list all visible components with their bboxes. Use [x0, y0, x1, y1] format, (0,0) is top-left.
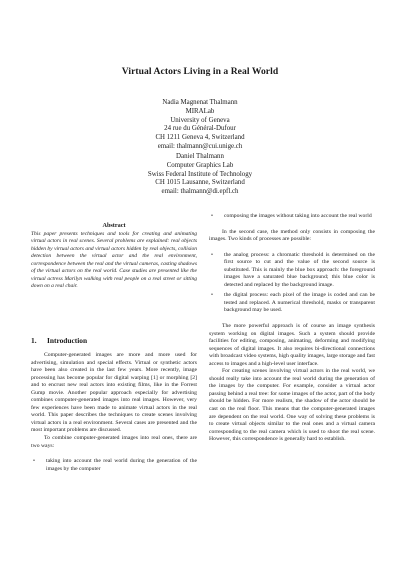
intro-column	[31, 352, 197, 473]
section-number: 1.	[31, 336, 37, 345]
right-bullet-list-processes	[209, 252, 375, 315]
author-block-2	[0, 153, 400, 197]
right-paragraph-3: For creating scenes involving virtual actors in the real world, we should really take into account the real world during the generation of the images by the computer. For example, consider a virtual actor passing behind a real tree: for some images of the actor, part of the body should be hidden. For more realism, the shadow of the actor should be cast on the real floor. This means that the computer-generated images are dependent on the real world. One way of solving these problems is to create virtual objects similar to the real ones and a virtual camera corresponding to the real camera which is used to shoot the real scene. However, this correspondence is generally hard to establish.	[209, 368, 375, 443]
right-bullet-item-analog	[209, 252, 375, 290]
author2-institute: Swiss Federal Institute of Technology	[147, 170, 253, 178]
author2-lab: Computer Graphics Lab	[166, 161, 234, 169]
author1-name: Nadia Magnenat Thalmann	[162, 99, 238, 106]
author2-city: CH 1015 Lausanne, Switzerland	[155, 179, 245, 187]
intro-bullet-list	[31, 458, 197, 473]
intro-bullet-text: taking into account the real world during the generation of the images by the computer	[46, 458, 197, 472]
intro-bullet-item	[31, 458, 197, 473]
section-heading-introduction	[31, 336, 87, 345]
intro-paragraph-1: Computer-generated images are more and more used for advertising, simulation and special effects. Virtual or synthetic actors have been also created in the last few years. More recently, image processing has become popular for digital warping [1] or morphing [2] and to encrust new real actors into existing films, like in the Forrest Gump movie. Another popular approach especially for advertising combines computer-generated images into real images. However, very few experiences have been made to animate virtual actors in the real world. This paper describes the techniques to create scenes involving virtual actors in a real environment. Several cases are presented and the most important problems are discussed.	[31, 352, 197, 434]
intro-paragraph-2: To combine computer-generated images into real ones, there are two ways:	[31, 435, 197, 449]
author1-university: University of Geneva	[170, 116, 230, 124]
right-bullet-list-top	[209, 213, 375, 221]
paper-title: Virtual Actors Living in a Real World	[121, 66, 279, 77]
right-bullet-text-analog: the analog process: a chromatic threshold is determined on the first source to cut and the value of the second source is substituted. This is mainly the blue box approach: the foreground images have a saturated blue background; this blue color is detected and replaced by the background image.	[224, 251, 375, 288]
author1-city: CH 1211 Geneva 4, Switzerland	[155, 134, 245, 142]
bullet-icon: •	[33, 458, 35, 465]
section-title: Introduction	[47, 336, 88, 345]
bullet-icon: •	[211, 213, 213, 219]
bullet-icon: •	[211, 251, 213, 258]
right-bullet-text-top: composing the images without taking into account the real world	[224, 213, 372, 219]
author1-email: email: thalmann@cui.unige.ch	[157, 142, 243, 150]
author1-street: 24 rue du Général-Dufour	[164, 125, 236, 133]
right-bullet-item-digital	[209, 292, 375, 315]
bullet-icon: •	[211, 292, 213, 299]
right-paragraph-2: The more powerful approach is of course an image synthesis system working on digital images. Such a system should provide facilities for editing, composing, animating, deforming and modifying sequences of digital images. It also requires bi-directional connections with broadcast video systems, high quality images, large storage and fast access to images and a high-level user interface.	[209, 323, 375, 367]
abstract-heading: Abstract	[102, 222, 126, 229]
abstract-text: This paper presents techniques and tools for creating and animating virtual actors in real scenes. Several problems are explained: real objects hidden by virtual actors and virtual actors hidden by real objects, collision detection between the virtual actor and the real environment, correspondence between the real and the virtual cameras, casting shadows of the virtual actors on the real world. Case studies are presented like the virtual actress Marilyn walking with real people on a real street or sitting down on a real chair.	[31, 231, 197, 290]
author2-email: email: thalmann@di.epfl.ch	[161, 188, 239, 196]
right-bullet-item-top	[209, 213, 375, 221]
author1-lab: MIRALab	[185, 107, 215, 115]
author2-name: Daniel Thalmann	[176, 153, 224, 160]
right-bullet-text-digital: the digital process: each pixel of the image is coded and can be tested and replaced. A numerical threshold, masks or transparent background may be used.	[224, 292, 375, 314]
right-column	[209, 213, 375, 444]
right-paragraph-1: In the second case, the method only consists in composing the images. Two kinds of processes are possible:	[209, 228, 375, 243]
author-block-1	[0, 99, 400, 152]
